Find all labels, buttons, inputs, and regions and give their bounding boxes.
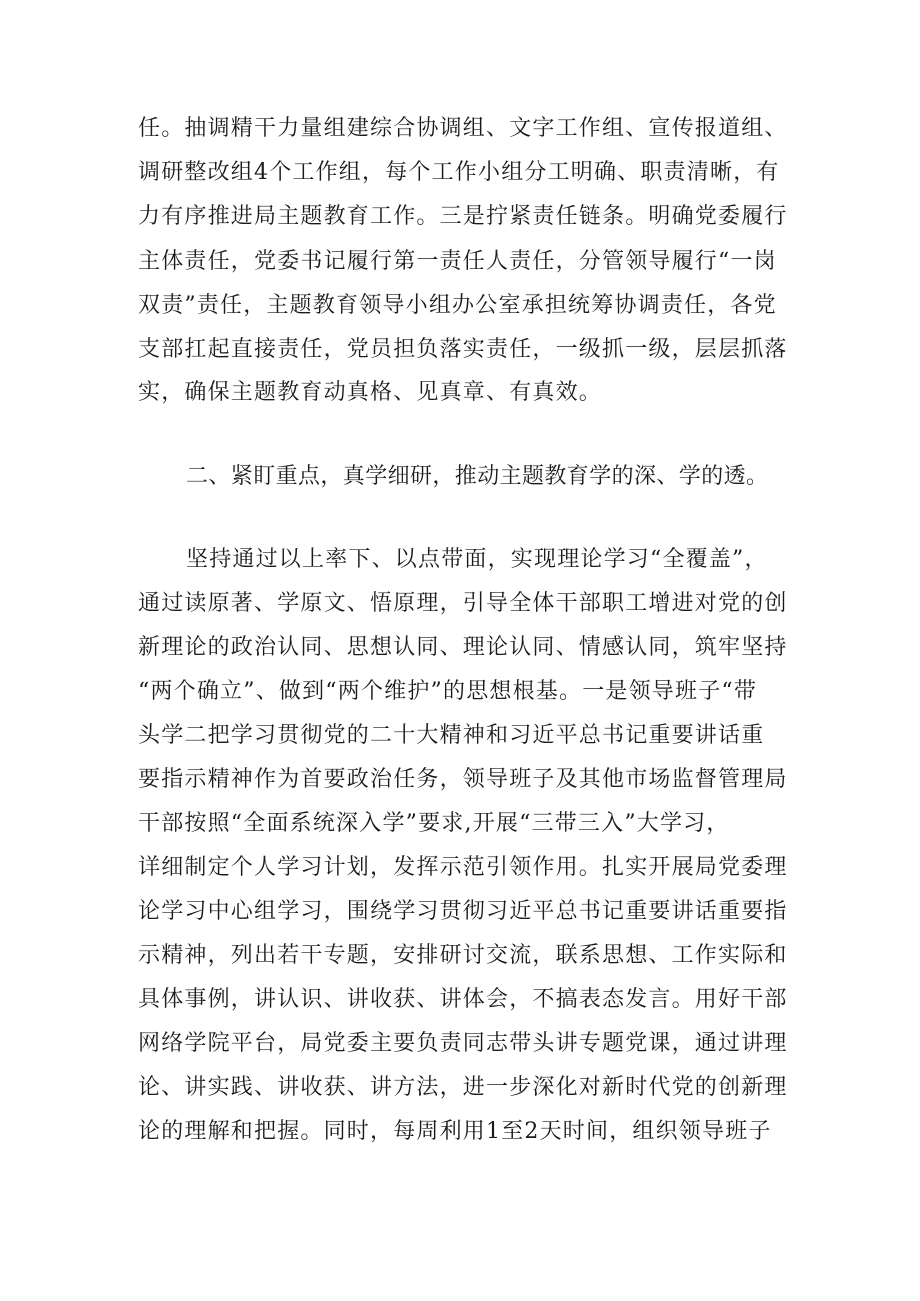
paragraph-line: 支部扛起直接责任，党员担负落实责任，一级抓一级，层层抓落 [138,337,788,362]
paragraph-line: 任。抽调精干力量组建综合协调组、文字工作组、宣传报道组、 [138,116,788,141]
paragraph-line: 论、讲实践、讲收获、讲方法，进一步深化对新时代党的创新理 [138,1075,788,1100]
section-heading: 二、紧盯重点，真学细研，推动主题教育学的深、学的透。 [186,464,769,489]
paragraph-line: 论的理解和把握。同时，每周利用1至2天时间，组织领导班子 [138,1119,772,1144]
paragraph-line: 坚持通过以上率下、以点带面，实现理论学习“全覆盖”， [186,547,768,572]
paragraph-line: 新理论的政治认同、思想认同、理论认同、情感认同，筑牢坚持 [138,635,788,660]
paragraph-line: 双责”责任，主题教育领导小组办公室承担统筹协调责任，各党 [138,293,777,318]
paragraph-line: 通过读原著、学原文、悟原理，引导全体干部职工增进对党的创 [138,591,788,616]
paragraph-line: 干部按照“全面系统深入学”要求,开展“三带三入”大学习， [138,811,730,836]
paragraph-line: 论学习中心组学习，围绕学习贯彻习近平总书记重要讲话重要指 [138,899,788,924]
paragraph-line: 示精神，列出若干专题，安排研讨交流，联系思想、工作实际和 [138,943,788,968]
paragraph-line: 实，确保主题教育动真格、见真章、有真效。 [138,380,603,405]
paragraph-line: 力有序推进局主题教育工作。三是拧紧责任链条。明确党委履行 [138,204,788,229]
paragraph-line: 主体责任，党委书记履行第一责任人责任，分管领导履行“一岗 [138,249,777,274]
paragraph-line: 要指示精神作为首要政治任务，领导班子及其他市场监督管理局 [138,767,788,792]
paragraph-line: 具体事例，讲认识、讲收获、讲体会，不搞表态发言。用好干部 [138,987,788,1012]
paragraph-line: “两个确立”、做到“两个维护”的思想根基。一是领导班子“带 [138,679,758,704]
paragraph-line: 详细制定个人学习计划，发挥示范引领作用。扎实开展局党委理 [138,855,788,880]
paragraph-line: 头学二把学习贯彻党的二十大精神和习近平总书记重要讲话重 [138,723,765,748]
paragraph-line: 调研整改组4个工作组，每个工作小组分工明确、职责清晰，有 [138,160,780,185]
paragraph-line: 网络学院平台，局党委主要负责同志带头讲专题党课，通过讲理 [138,1031,788,1056]
